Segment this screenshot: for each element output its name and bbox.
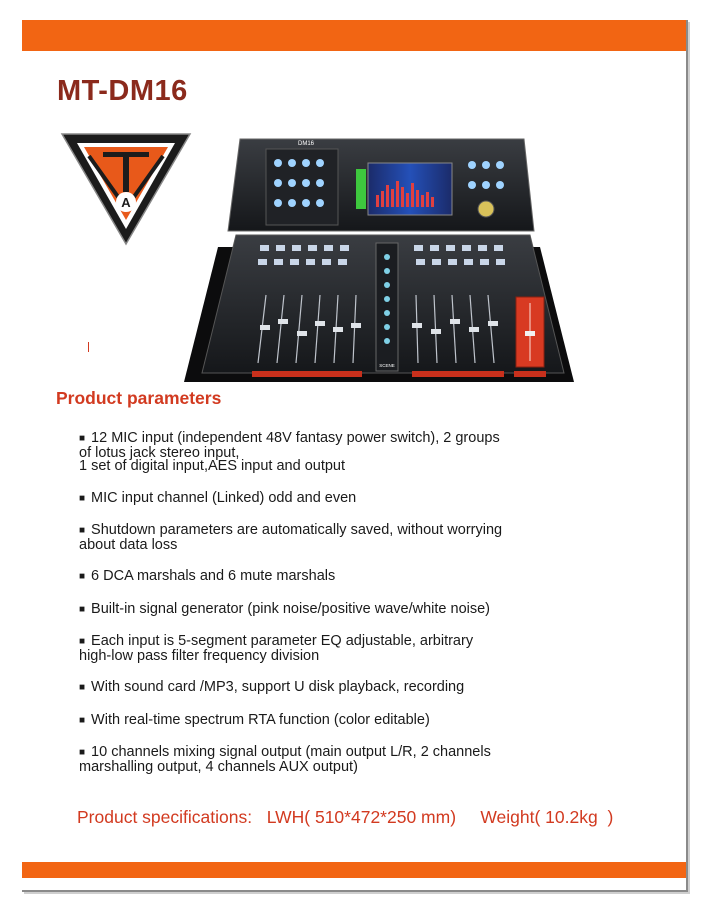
square-bullet-icon: ■ [79,525,86,536]
bottom-orange-bar [22,862,686,878]
display-screen [368,163,452,215]
jog-wheel [478,201,494,217]
scene-label: SCENE [379,363,395,368]
param-item: ■ With sound card /MP3, support U disk playback, recording [79,679,465,695]
param-item: ■ MIC input channel (Linked) odd and even [79,489,357,506]
square-bullet-icon: ■ [79,714,86,726]
square-bullet-icon: ■ [79,747,86,758]
brand-logo [59,130,193,248]
brochure-page [22,20,688,892]
square-bullet-icon: ■ [79,492,86,504]
parameter-list [79,432,639,792]
param-item: ■ 6 DCA marshals and 6 mute marshals [79,568,336,584]
specs-dimensions: LWH( 510*472*250 mm) [266,807,457,827]
specs-label: Product specifications: [77,807,253,827]
master-fader-cap [525,331,535,336]
param-item: ■ Each input is 5-segment parameter EQ adjustable, arbitrary high-low pass filter frequency division [79,633,474,664]
param-item: ■ 12 MIC input (independent 48V fantasy power switch), 2 groups of lotus jack stereo input, 1 set of digital input,AES input and output [79,430,500,474]
panel-label: DM16 [297,141,315,147]
specs-weight: Weight( 10.2kg ) [480,807,614,827]
square-bullet-icon: ■ [79,571,86,582]
logo-letter-a: A [121,195,131,210]
square-bullet-icon: ■ [79,433,86,444]
center-column [376,243,398,371]
mixer-console-image [180,135,576,385]
param-item: ■ Built-in signal generator (pink noise/positive wave/white noise) [79,600,491,617]
product-specifications [77,807,613,828]
param-item: ■ With real-time spectrum RTA function (color editable) [79,711,430,728]
param-item: ■ 10 channels mixing signal output (main output L/R, 2 channels marshalling output, 4 channels AUX output) [79,744,491,775]
logo-letter-t-stem [123,152,129,192]
top-orange-bar [22,20,686,51]
param-item: ■ Shutdown parameters are automatically saved, without worrying about data loss [79,522,503,553]
stray-mark [88,342,89,352]
square-bullet-icon: ■ [79,636,86,647]
product-title: MT-DM16 [57,75,188,107]
meter-green [356,169,366,209]
square-bullet-icon: ■ [79,603,86,615]
section-heading: Product parameters [56,388,222,408]
square-bullet-icon: ■ [79,682,86,693]
